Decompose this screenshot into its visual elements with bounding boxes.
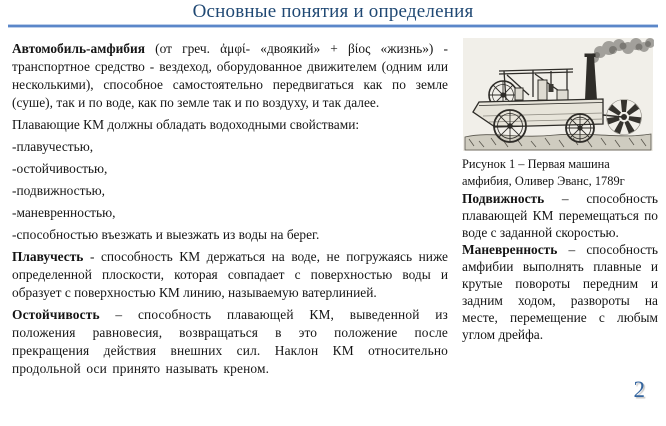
term-amphibia: Автомобиль-амфибия [12, 41, 145, 56]
page-title: Основные понятия и определения [192, 1, 474, 22]
figure-caption [462, 156, 658, 190]
definition-text: (от греч. ἀμφί- «двоякий» + βίος «жизнь») - транспортное средство - вездеход, оборудованное движителем (одним или несколькими), способное самостоятельно передвигаться как по земле (суше), так и по воде, как по земле так и по воздуху, и так далее. [12, 41, 448, 110]
stability-text: – способность плавающей КМ, выведенной из положения равновесия, возвращаться в это положение после прекращения действия внешних сил. Наклон КМ относительно продольной оси принято называть креном. [12, 307, 448, 376]
paragraph-definition [12, 40, 448, 112]
term-mobility: Подвижность [462, 191, 545, 206]
right-column [462, 38, 658, 343]
amphibious-machine-figure [462, 38, 654, 151]
paragraph-mobility [462, 190, 658, 241]
maneuverability-text: – способность амфибии выполнять плавные и крутые повороты передним и задним ходом, развороты на месте, перемещение с любым углом дрейфа. [462, 242, 658, 342]
paragraph-stability [12, 306, 448, 378]
paragraph-maneuverability [462, 241, 658, 343]
list-item-enter-exit-water: -способностью въезжать и выезжать из воды на берег. [12, 227, 320, 242]
paragraph-buoyancy [12, 248, 448, 302]
buoyancy-text: - способность КМ держаться на воде, не погружаясь ниже определенной плоскости, которая совпадает с поверхностью воды и образует с поверхностью КМ линию, называемую ватерлинией. [12, 249, 448, 300]
mobility-text: – способность плавающей КМ перемещаться по воде с заданной скоростью. [462, 191, 658, 240]
list-item-maneuverability: -маневренностью, [12, 205, 116, 220]
figure-caption-line2: амфибия, Оливер Эванс, 1789г [462, 174, 625, 188]
term-maneuverability: Маневренность [462, 242, 558, 257]
term-buoyancy: Плавучесть [12, 249, 84, 264]
list-item-stability: -остойчивостью, [12, 161, 108, 176]
paragraph-properties-intro: Плавающие КМ должны обладать водоходными свойствами: [12, 117, 360, 132]
list-item-mobility: -подвижностью, [12, 183, 105, 198]
page-number: 2 [633, 377, 645, 402]
amphibious-machine-engraving [462, 38, 654, 151]
list-item-buoyancy: -плавучестью, [12, 139, 94, 154]
term-stability: Остойчивость [12, 307, 100, 322]
figure-caption-line1: Рисунок 1 – Первая машина [462, 157, 610, 171]
title-divider [8, 24, 658, 28]
left-column [12, 40, 448, 382]
